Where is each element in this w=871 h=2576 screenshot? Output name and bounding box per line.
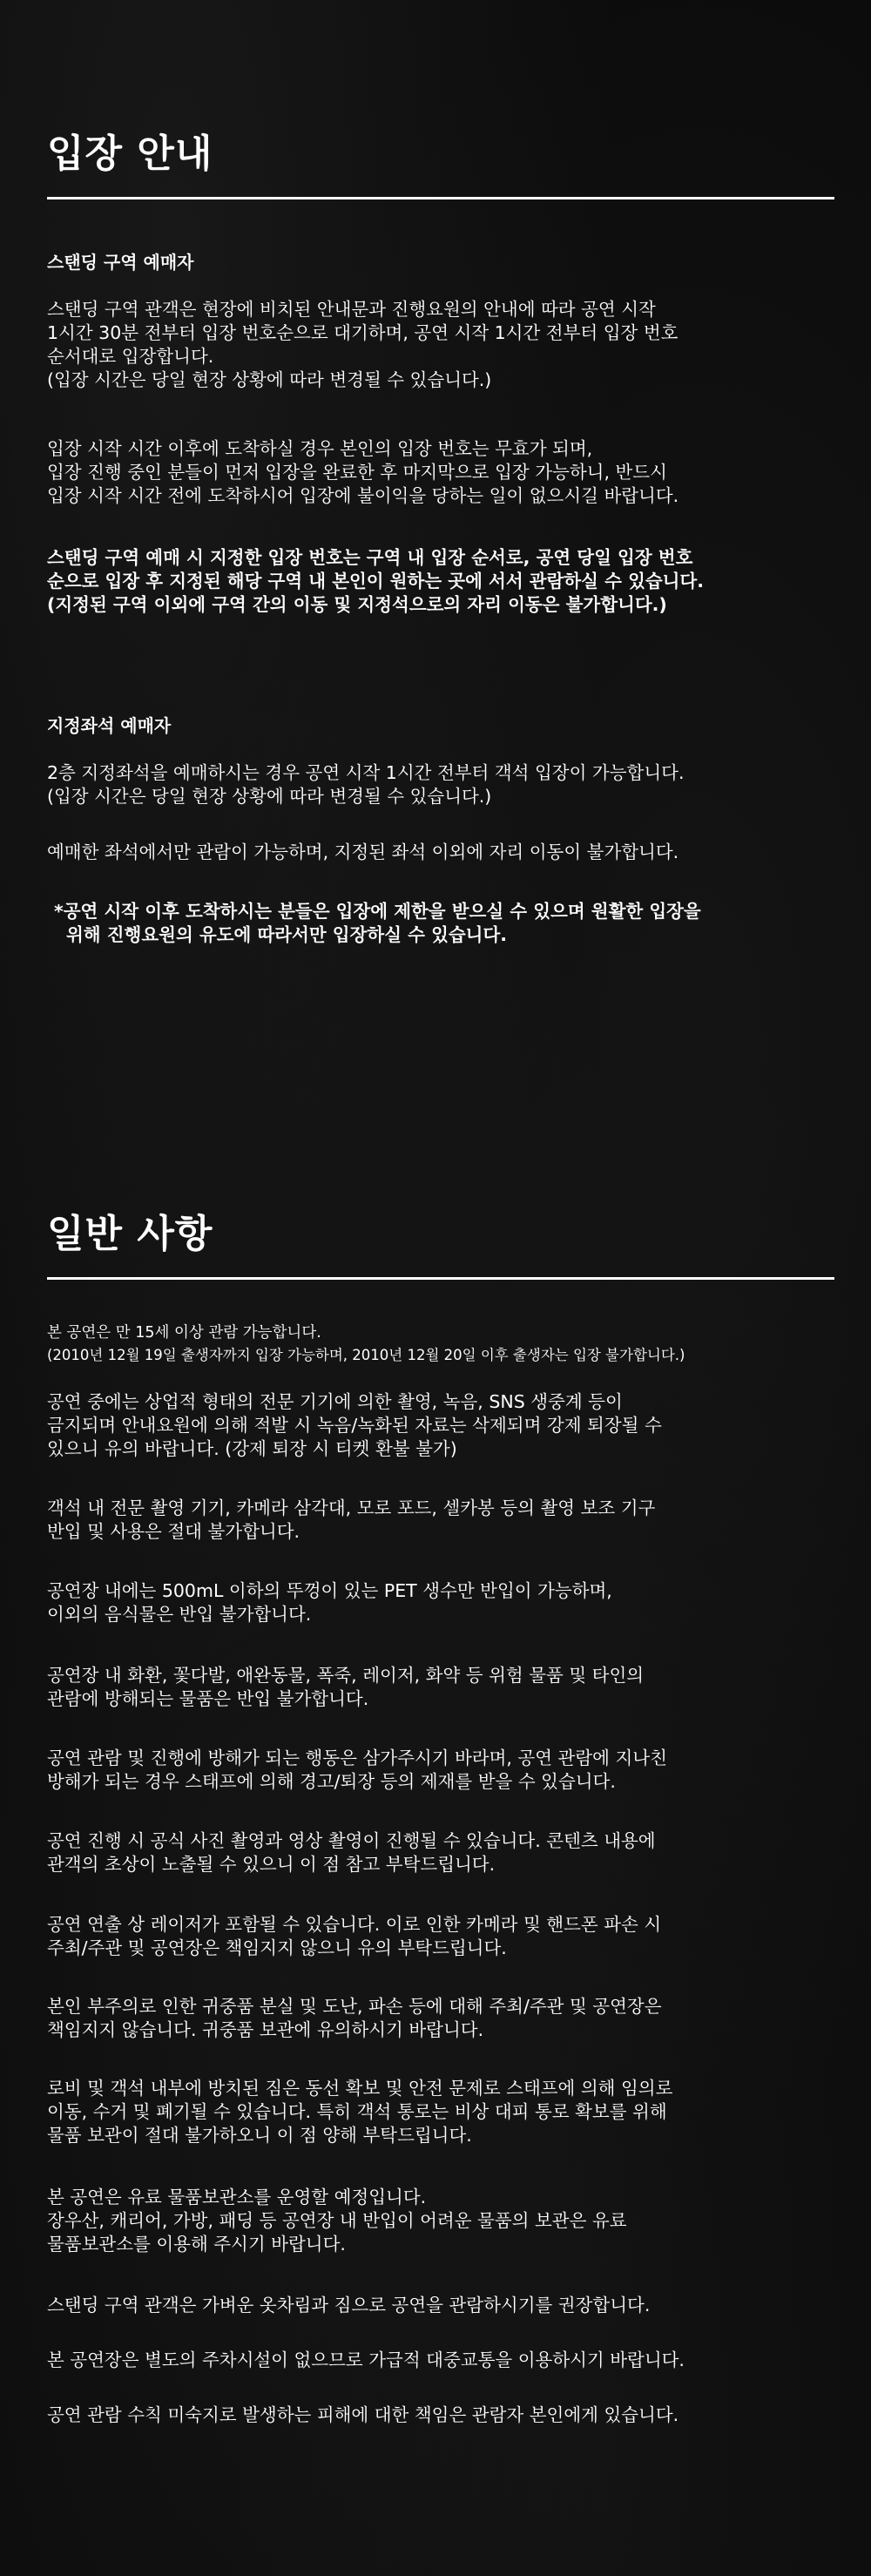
reserved-subtitle-block bbox=[47, 712, 834, 737]
general-item-6-block bbox=[47, 1829, 834, 1876]
reserved-paragraph-2-block bbox=[47, 841, 834, 864]
general-item-2-block bbox=[47, 1497, 834, 1544]
general-item-8-block bbox=[47, 1995, 834, 2042]
general-item: 공연 관람 및 진행에 방해가 되는 행동은 삼가주시기 바라며, 공연 관람에 지나친 방해가 되는 경우 스태프에 의해 경고/퇴장 등의 제재를 받을 수 있습니다. bbox=[47, 1748, 667, 1792]
entry-section bbox=[47, 122, 834, 199]
general-item: 공연 연출 상 레이저가 포함될 수 있습니다. 이로 인한 카메라 및 핸드폰 파손 시 주최/주관 및 공연장은 책임지지 않으니 유의 부탁드립니다. bbox=[47, 1914, 662, 1958]
reserved-paragraph-2: 예매한 좌석에서만 관람이 가능하며, 지정된 좌석 이외에 자리 이동이 불가합니다. bbox=[47, 842, 679, 862]
general-section-title: 일반 사항 bbox=[47, 1202, 834, 1280]
general-item-3-block bbox=[47, 1579, 834, 1626]
general-item: 객석 내 전문 촬영 기기, 카메라 삼각대, 모로 포드, 셀카봉 등의 촬영 보조 기구 반입 및 사용은 절대 불가합니다. bbox=[47, 1498, 656, 1542]
standing-paragraph-3: 스탠딩 구역 예매 시 지정한 입장 번호는 구역 내 입장 순서로, 공연 당일 입장 번호 순으로 입장 후 지정된 해당 구역 내 본인이 원하는 곳에 서서 관람하실 수 있습니다. (지정된 구역 이외에 구역 간의 이동 및 지정석으로의 자리 이동은 불가합니다.) bbox=[47, 547, 705, 615]
general-item: 본인 부주의로 인한 귀중품 분실 및 도난, 파손 등에 대해 주최/주관 및 공연장은 책임지지 않습니다. 귀중품 보관에 유의하시기 바랍니다. bbox=[47, 1996, 662, 2040]
age-restriction-detail: (2010년 12월 19일 출생자까지 입장 가능하며, 2010년 12월 20일 이후 출생자는 입장 불가합니다.) bbox=[47, 1347, 685, 1363]
standing-paragraph-2-block bbox=[47, 437, 834, 508]
general-item: 공연 진행 시 공식 사진 촬영과 영상 촬영이 진행될 수 있습니다. 콘텐츠 내용에 관객의 초상이 노출될 수 있으니 이 점 참고 부탁드립니다. bbox=[47, 1830, 656, 1875]
general-item: 공연 관람 수칙 미숙지로 발생하는 피해에 대한 책임은 관람자 본인에게 있습니다. bbox=[47, 2404, 679, 2425]
general-item-13-block bbox=[47, 2404, 834, 2427]
standing-paragraph-2: 입장 시작 시간 이후에 도착하실 경우 본인의 입장 번호는 무효가 되며, 입장 진행 중인 분들이 먼저 입장을 완료한 후 마지막으로 입장 가능하니, 반드시 입장 시작 시간 전에 도착하시어 입장에 불이익을 당하는 일이 없으시길 바랍니다. bbox=[47, 438, 679, 506]
age-notice-block bbox=[47, 1322, 834, 1366]
general-item-10-block bbox=[47, 2186, 834, 2256]
general-item: 스탠딩 구역 관객은 가벼운 옷차림과 짐으로 공연을 관람하시기를 권장합니다. bbox=[47, 2295, 651, 2316]
reserved-paragraph-3-block bbox=[47, 900, 834, 947]
standing-paragraph-3-block bbox=[47, 546, 834, 617]
reserved-paragraph-1: 2층 지정좌석을 예매하시는 경우 공연 시작 1시간 전부터 객석 입장이 가능합니다. (입장 시간은 당일 현장 상황에 따라 변경될 수 있습니다.) bbox=[47, 762, 685, 807]
general-item-12-block bbox=[47, 2349, 834, 2372]
standing-subtitle: 스탠딩 구역 예매자 bbox=[47, 252, 194, 273]
standing-paragraph-1: 스탠딩 구역 관객은 현장에 비치된 안내문과 진행요원의 안내에 따라 공연 시작 1시간 30분 전부터 입장 번호순으로 대기하며, 공연 시작 1시간 전부터 입장 번호 순서대로 입장합니다. (입장 시간은 당일 현장 상황에 따라 변경될 수 있습니다.) bbox=[47, 299, 679, 390]
general-item: 본 공연장은 별도의 주차시설이 없으므로 가급적 대중교통을 이용하시기 바랍니다. bbox=[47, 2350, 685, 2370]
general-item: 본 공연은 유료 물품보관소를 운영할 예정입니다. 장우산, 캐리어, 가방, 패딩 등 공연장 내 반입이 어려운 물품의 보관은 유료 물품보관소를 이용해 주시기 바랍니다. bbox=[47, 2187, 627, 2255]
general-item: 공연장 내 화환, 꽃다발, 애완동물, 폭죽, 레이저, 화약 등 위험 물품 및 타인의 관람에 방해되는 물품은 반입 불가합니다. bbox=[47, 1665, 645, 1709]
general-section bbox=[47, 1202, 834, 1280]
standing-subtitle-block bbox=[47, 248, 834, 274]
general-item-5-block bbox=[47, 1747, 834, 1794]
general-item-9-block bbox=[47, 2077, 834, 2147]
general-item-1-block bbox=[47, 1390, 834, 1461]
reserved-paragraph-1-block bbox=[47, 761, 834, 808]
entry-section-title: 입장 안내 bbox=[47, 122, 834, 199]
general-item: 로비 및 객석 내부에 방치된 짐은 동선 확보 및 안전 문제로 스태프에 의해 임의로 이동, 수거 및 폐기될 수 있습니다. 특히 객석 통로는 비상 대피 통로 확보를 위해 물품 보관이 절대 불가하오니 이 점 양해 부탁드립니다. bbox=[47, 2078, 673, 2146]
general-item-7-block bbox=[47, 1913, 834, 1960]
general-item-11-block bbox=[47, 2294, 834, 2317]
reserved-subtitle: 지정좌석 예매자 bbox=[47, 715, 172, 736]
reserved-notice: *공연 시작 이후 도착하시는 분들은 입장에 제한을 받으실 수 있으며 원활한 입장을 위해 진행요원의 유도에 따라서만 입장하실 수 있습니다. bbox=[54, 901, 701, 945]
standing-paragraph-1-block bbox=[47, 298, 834, 392]
general-item: 공연장 내에는 500mL 이하의 뚜껑이 있는 PET 생수만 반입이 가능하며, 이외의 음식물은 반입 불가합니다. bbox=[47, 1580, 612, 1625]
general-item: 공연 중에는 상업적 형태의 전문 기기에 의한 촬영, 녹음, SNS 생중계 등이 금지되며 안내요원에 의해 적발 시 녹음/녹화된 자료는 삭제되며 강제 퇴장될 수 있으니 유의 바랍니다. (강제 퇴장 시 티켓 환불 불가) bbox=[47, 1391, 662, 1459]
general-item-4-block bbox=[47, 1664, 834, 1711]
age-restriction: 본 공연은 만 15세 이상 관람 가능합니다. bbox=[47, 1324, 321, 1342]
